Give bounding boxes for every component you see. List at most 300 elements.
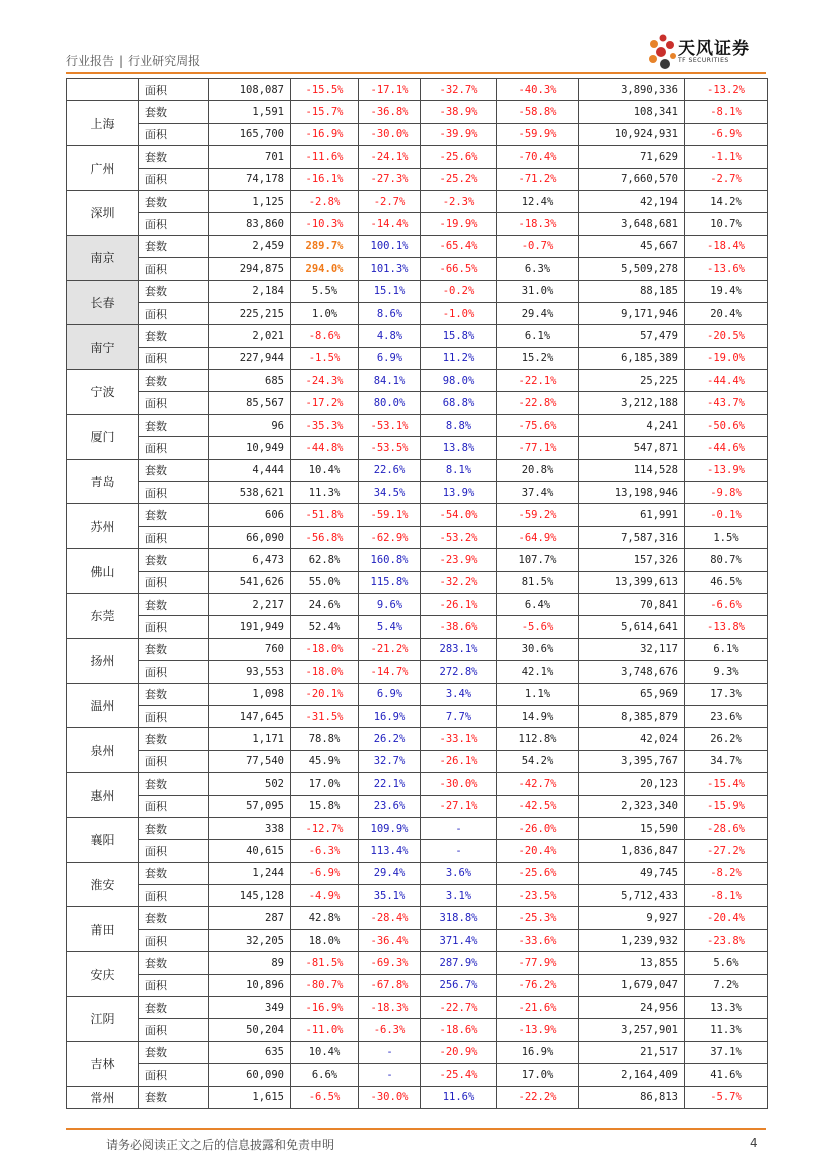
pct-cell: 13.9% — [421, 482, 497, 504]
pct-cell: -18.0% — [291, 638, 359, 660]
pct-cell: 10.7% — [685, 213, 768, 235]
metric-cell: 面积 — [139, 437, 209, 459]
pct-cell: -0.7% — [497, 235, 579, 257]
metric-cell: 面积 — [139, 123, 209, 145]
metric-cell: 面积 — [139, 795, 209, 817]
table-row — [67, 347, 768, 369]
table-row — [67, 459, 768, 481]
pct-cell: 7.7% — [421, 705, 497, 727]
pct-cell: -28.4% — [359, 907, 421, 929]
pct-cell: 115.8% — [359, 571, 421, 593]
pct-cell: 54.2% — [497, 750, 579, 772]
pct-cell: -2.7% — [685, 168, 768, 190]
pct-cell: -53.5% — [359, 437, 421, 459]
table-row — [67, 571, 768, 593]
pct-cell: -23.8% — [685, 929, 768, 951]
pct-cell: -18.6% — [421, 1019, 497, 1041]
value-cell: 65,969 — [579, 683, 685, 705]
pct-cell: 11.2% — [421, 347, 497, 369]
table-row — [67, 235, 768, 257]
value-cell: 108,087 — [209, 79, 291, 101]
pct-cell: -11.6% — [291, 146, 359, 168]
value-cell: 61,991 — [579, 504, 685, 526]
pct-cell: -15.7% — [291, 101, 359, 123]
pct-cell: 80.7% — [685, 549, 768, 571]
pct-cell: 29.4% — [497, 302, 579, 324]
pct-cell: -33.1% — [421, 728, 497, 750]
table-row — [67, 325, 768, 347]
pct-cell: -15.5% — [291, 79, 359, 101]
pct-cell: -20.1% — [291, 683, 359, 705]
value-cell: 32,117 — [579, 638, 685, 660]
city-cell: 佛山 — [67, 549, 139, 594]
pct-cell: 4.8% — [359, 325, 421, 347]
pct-cell: -16.9% — [291, 123, 359, 145]
city-cell: 莆田 — [67, 907, 139, 952]
value-cell: 71,629 — [579, 146, 685, 168]
pct-cell: -14.7% — [359, 661, 421, 683]
pct-cell: 14.2% — [685, 190, 768, 212]
pct-cell: -2.8% — [291, 190, 359, 212]
pct-cell: 16.9% — [359, 705, 421, 727]
pct-cell: -30.0% — [359, 1086, 421, 1108]
pct-cell: 8.6% — [359, 302, 421, 324]
value-cell: 606 — [209, 504, 291, 526]
table-row — [67, 123, 768, 145]
value-cell: 2,184 — [209, 280, 291, 302]
city-cell: 深圳 — [67, 190, 139, 235]
metric-cell: 面积 — [139, 168, 209, 190]
city-cell: 吉林 — [67, 1041, 139, 1086]
pct-cell: -42.5% — [497, 795, 579, 817]
value-cell: 93,553 — [209, 661, 291, 683]
value-cell: 338 — [209, 817, 291, 839]
pct-cell: 80.0% — [359, 392, 421, 414]
value-cell: 10,896 — [209, 974, 291, 996]
pct-cell: -6.6% — [685, 593, 768, 615]
pct-cell: 20.4% — [685, 302, 768, 324]
pct-cell: -27.3% — [359, 168, 421, 190]
value-cell: 32,205 — [209, 929, 291, 951]
value-cell: 70,841 — [579, 593, 685, 615]
city-cell: 青岛 — [67, 459, 139, 504]
pct-cell: -26.1% — [421, 750, 497, 772]
metric-cell: 套数 — [139, 146, 209, 168]
value-cell: 287 — [209, 907, 291, 929]
pct-cell: 294.0% — [291, 258, 359, 280]
pct-cell: - — [421, 840, 497, 862]
table-row — [67, 1019, 768, 1041]
pct-cell: 15.8% — [291, 795, 359, 817]
metric-cell: 面积 — [139, 1064, 209, 1086]
city-cell: 常州 — [67, 1086, 139, 1108]
table-row — [67, 549, 768, 571]
pct-cell: -53.2% — [421, 526, 497, 548]
pct-cell: -23.9% — [421, 549, 497, 571]
logo-mark-icon — [648, 32, 678, 72]
pct-cell: -31.5% — [291, 705, 359, 727]
city-cell: 上海 — [67, 101, 139, 146]
footer-divider — [66, 1128, 766, 1130]
pct-cell: 1.5% — [685, 526, 768, 548]
pct-cell: -9.8% — [685, 482, 768, 504]
pct-cell: -8.2% — [685, 862, 768, 884]
pct-cell: -13.9% — [497, 1019, 579, 1041]
value-cell: 4,444 — [209, 459, 291, 481]
pct-cell: -25.6% — [497, 862, 579, 884]
city-cell: 宁波 — [67, 370, 139, 415]
value-cell: 1,244 — [209, 862, 291, 884]
pct-cell: 107.7% — [497, 549, 579, 571]
metric-cell: 套数 — [139, 952, 209, 974]
metric-cell: 面积 — [139, 526, 209, 548]
value-cell: 685 — [209, 370, 291, 392]
pct-cell: 289.7% — [291, 235, 359, 257]
metric-cell: 套数 — [139, 638, 209, 660]
city-cell: 广州 — [67, 146, 139, 191]
pct-cell: -59.9% — [497, 123, 579, 145]
pct-cell: 9.6% — [359, 593, 421, 615]
pct-cell: 16.9% — [497, 1041, 579, 1063]
city-cell: 扬州 — [67, 638, 139, 683]
pct-cell: 112.8% — [497, 728, 579, 750]
metric-cell: 面积 — [139, 213, 209, 235]
metric-cell: 面积 — [139, 840, 209, 862]
pct-cell: -51.8% — [291, 504, 359, 526]
value-cell: 9,927 — [579, 907, 685, 929]
value-cell: 21,517 — [579, 1041, 685, 1063]
value-cell: 77,540 — [209, 750, 291, 772]
pct-cell: -14.4% — [359, 213, 421, 235]
metric-cell: 套数 — [139, 414, 209, 436]
pct-cell: -0.2% — [421, 280, 497, 302]
metric-cell: 面积 — [139, 661, 209, 683]
metric-cell: 套数 — [139, 683, 209, 705]
table-row — [67, 302, 768, 324]
city-cell: 泉州 — [67, 728, 139, 773]
table-row — [67, 817, 768, 839]
value-cell: 6,473 — [209, 549, 291, 571]
pct-cell: -17.2% — [291, 392, 359, 414]
pct-cell: -5.6% — [497, 616, 579, 638]
pct-cell: 371.4% — [421, 929, 497, 951]
pct-cell: -26.0% — [497, 817, 579, 839]
report-header — [66, 52, 200, 69]
value-cell: 15,590 — [579, 817, 685, 839]
value-cell: 45,667 — [579, 235, 685, 257]
city-cell: 东莞 — [67, 593, 139, 638]
pct-cell: 1.0% — [291, 302, 359, 324]
pct-cell: -32.7% — [421, 79, 497, 101]
pct-cell: -26.1% — [421, 593, 497, 615]
table-row — [67, 190, 768, 212]
metric-cell: 套数 — [139, 907, 209, 929]
pct-cell: -1.5% — [291, 347, 359, 369]
pct-cell: -53.1% — [359, 414, 421, 436]
pct-cell: -6.5% — [291, 1086, 359, 1108]
value-cell: 13,198,946 — [579, 482, 685, 504]
pct-cell: 81.5% — [497, 571, 579, 593]
table-row — [67, 997, 768, 1019]
pct-cell: -69.3% — [359, 952, 421, 974]
pct-cell: 6.1% — [685, 638, 768, 660]
table-row — [67, 1086, 768, 1108]
value-cell: 40,615 — [209, 840, 291, 862]
city-cell: 厦门 — [67, 414, 139, 459]
pct-cell: 9.3% — [685, 661, 768, 683]
pct-cell: - — [359, 1064, 421, 1086]
table-row — [67, 952, 768, 974]
pct-cell: -30.0% — [359, 123, 421, 145]
pct-cell: -75.6% — [497, 414, 579, 436]
pct-cell: -13.6% — [685, 258, 768, 280]
pct-cell: 6.4% — [497, 593, 579, 615]
pct-cell: 26.2% — [359, 728, 421, 750]
metric-cell: 套数 — [139, 504, 209, 526]
pct-cell: -21.2% — [359, 638, 421, 660]
pct-cell: -35.3% — [291, 414, 359, 436]
pct-cell: -58.8% — [497, 101, 579, 123]
value-cell: 85,567 — [209, 392, 291, 414]
value-cell: 13,855 — [579, 952, 685, 974]
pct-cell: -6.9% — [685, 123, 768, 145]
metric-cell: 面积 — [139, 482, 209, 504]
pct-cell: -11.0% — [291, 1019, 359, 1041]
table-row — [67, 862, 768, 884]
value-cell: 114,528 — [579, 459, 685, 481]
pct-cell: 22.6% — [359, 459, 421, 481]
value-cell: 165,700 — [209, 123, 291, 145]
pct-cell: 15.8% — [421, 325, 497, 347]
company-logo — [648, 32, 768, 72]
pct-cell: -18.3% — [497, 213, 579, 235]
table-row — [67, 907, 768, 929]
logo-english: TF SECURITIES — [678, 57, 729, 64]
pct-cell: 52.4% — [291, 616, 359, 638]
pct-cell: 101.3% — [359, 258, 421, 280]
pct-cell: -38.6% — [421, 616, 497, 638]
city-cell: 淮安 — [67, 862, 139, 907]
metric-cell: 面积 — [139, 1019, 209, 1041]
pct-cell: - — [421, 817, 497, 839]
pct-cell: 32.7% — [359, 750, 421, 772]
value-cell: 60,090 — [209, 1064, 291, 1086]
header-separator: | — [119, 54, 124, 68]
pct-cell: 283.1% — [421, 638, 497, 660]
table-row — [67, 885, 768, 907]
value-cell: 57,095 — [209, 795, 291, 817]
pct-cell: 34.5% — [359, 482, 421, 504]
pct-cell: 287.9% — [421, 952, 497, 974]
pct-cell: 12.4% — [497, 190, 579, 212]
pct-cell: 98.0% — [421, 370, 497, 392]
pct-cell: 42.1% — [497, 661, 579, 683]
table-row — [67, 974, 768, 996]
pct-cell: 29.4% — [359, 862, 421, 884]
value-cell: 7,587,316 — [579, 526, 685, 548]
value-cell: 49,745 — [579, 862, 685, 884]
pct-cell: - — [359, 1041, 421, 1063]
metric-cell: 套数 — [139, 593, 209, 615]
table-row — [67, 146, 768, 168]
table-row — [67, 661, 768, 683]
pct-cell: 10.4% — [291, 1041, 359, 1063]
pct-cell: 31.0% — [497, 280, 579, 302]
table-row — [67, 638, 768, 660]
pct-cell: -36.4% — [359, 929, 421, 951]
pct-cell: -1.1% — [685, 146, 768, 168]
value-cell: 3,395,767 — [579, 750, 685, 772]
pct-cell: -76.2% — [497, 974, 579, 996]
pct-cell: -13.8% — [685, 616, 768, 638]
value-cell: 1,171 — [209, 728, 291, 750]
pct-cell: -6.9% — [291, 862, 359, 884]
pct-cell: -2.7% — [359, 190, 421, 212]
pct-cell: -24.3% — [291, 370, 359, 392]
table-row — [67, 258, 768, 280]
pct-cell: 23.6% — [359, 795, 421, 817]
value-cell: 57,479 — [579, 325, 685, 347]
value-cell: 1,125 — [209, 190, 291, 212]
pct-cell: 68.8% — [421, 392, 497, 414]
metric-cell: 面积 — [139, 571, 209, 593]
pct-cell: -80.7% — [291, 974, 359, 996]
table-row — [67, 616, 768, 638]
pct-cell: -15.9% — [685, 795, 768, 817]
pct-cell: 318.8% — [421, 907, 497, 929]
city-cell: 苏州 — [67, 504, 139, 549]
pct-cell: -21.6% — [497, 997, 579, 1019]
city-cell: 南京 — [67, 235, 139, 280]
value-cell: 1,591 — [209, 101, 291, 123]
pct-cell: -39.9% — [421, 123, 497, 145]
metric-cell: 套数 — [139, 997, 209, 1019]
pct-cell: -23.5% — [497, 885, 579, 907]
value-cell: 2,217 — [209, 593, 291, 615]
table-row — [67, 213, 768, 235]
pct-cell: 13.3% — [685, 997, 768, 1019]
pct-cell: -28.6% — [685, 817, 768, 839]
pct-cell: 109.9% — [359, 817, 421, 839]
table-row — [67, 1041, 768, 1063]
metric-cell: 面积 — [139, 885, 209, 907]
pct-cell: -32.2% — [421, 571, 497, 593]
value-cell: 227,944 — [209, 347, 291, 369]
pct-cell: -40.3% — [497, 79, 579, 101]
value-cell: 4,241 — [579, 414, 685, 436]
pct-cell: -43.7% — [685, 392, 768, 414]
pct-cell: -13.9% — [685, 459, 768, 481]
pct-cell: 20.8% — [497, 459, 579, 481]
metric-cell: 套数 — [139, 459, 209, 481]
table-row — [67, 280, 768, 302]
pct-cell: -59.2% — [497, 504, 579, 526]
pct-cell: -20.4% — [685, 907, 768, 929]
value-cell: 760 — [209, 638, 291, 660]
pct-cell: -5.7% — [685, 1086, 768, 1108]
pct-cell: 272.8% — [421, 661, 497, 683]
pct-cell: 6.9% — [359, 683, 421, 705]
value-cell: 20,123 — [579, 773, 685, 795]
value-cell: 145,128 — [209, 885, 291, 907]
pct-cell: 37.1% — [685, 1041, 768, 1063]
pct-cell: -15.4% — [685, 773, 768, 795]
table-row — [67, 1064, 768, 1086]
pct-cell: 11.3% — [685, 1019, 768, 1041]
table-row — [67, 437, 768, 459]
table-row — [67, 795, 768, 817]
metric-cell: 套数 — [139, 862, 209, 884]
pct-cell: 34.7% — [685, 750, 768, 772]
table-row — [67, 414, 768, 436]
table-row — [67, 526, 768, 548]
metric-cell: 套数 — [139, 817, 209, 839]
pct-cell: -18.3% — [359, 997, 421, 1019]
metric-cell: 套数 — [139, 728, 209, 750]
metric-cell: 面积 — [139, 258, 209, 280]
value-cell: 50,204 — [209, 1019, 291, 1041]
value-cell: 349 — [209, 997, 291, 1019]
value-cell: 83,860 — [209, 213, 291, 235]
value-cell: 5,509,278 — [579, 258, 685, 280]
pct-cell: -44.8% — [291, 437, 359, 459]
value-cell: 502 — [209, 773, 291, 795]
table-row — [67, 370, 768, 392]
metric-cell: 面积 — [139, 974, 209, 996]
pct-cell: 6.9% — [359, 347, 421, 369]
table-row — [67, 482, 768, 504]
value-cell: 547,871 — [579, 437, 685, 459]
pct-cell: -64.9% — [497, 526, 579, 548]
city-sales-table — [66, 78, 768, 1109]
value-cell: 635 — [209, 1041, 291, 1063]
pct-cell: -71.2% — [497, 168, 579, 190]
pct-cell: 160.8% — [359, 549, 421, 571]
value-cell: 7,660,570 — [579, 168, 685, 190]
value-cell: 701 — [209, 146, 291, 168]
value-cell: 3,257,901 — [579, 1019, 685, 1041]
pct-cell: -62.9% — [359, 526, 421, 548]
city-cell: 南宁 — [67, 325, 139, 370]
table-row — [67, 773, 768, 795]
value-cell: 6,185,389 — [579, 347, 685, 369]
pct-cell: 11.3% — [291, 482, 359, 504]
pct-cell: 17.0% — [291, 773, 359, 795]
pct-cell: 78.8% — [291, 728, 359, 750]
value-cell: 1,098 — [209, 683, 291, 705]
pct-cell: -6.3% — [291, 840, 359, 862]
pct-cell: -27.2% — [685, 840, 768, 862]
pct-cell: -77.9% — [497, 952, 579, 974]
value-cell: 225,215 — [209, 302, 291, 324]
value-cell: 88,185 — [579, 280, 685, 302]
pct-cell: 84.1% — [359, 370, 421, 392]
value-cell: 96 — [209, 414, 291, 436]
pct-cell: -22.7% — [421, 997, 497, 1019]
pct-cell: -81.5% — [291, 952, 359, 974]
metric-cell: 套数 — [139, 773, 209, 795]
metric-cell: 面积 — [139, 302, 209, 324]
value-cell: 1,615 — [209, 1086, 291, 1108]
pct-cell: -59.1% — [359, 504, 421, 526]
pct-cell: -16.1% — [291, 168, 359, 190]
pct-cell: -17.1% — [359, 79, 421, 101]
pct-cell: 23.6% — [685, 705, 768, 727]
pct-cell: -13.2% — [685, 79, 768, 101]
value-cell: 66,090 — [209, 526, 291, 548]
metric-cell: 套数 — [139, 549, 209, 571]
city-cell: 江阴 — [67, 997, 139, 1042]
